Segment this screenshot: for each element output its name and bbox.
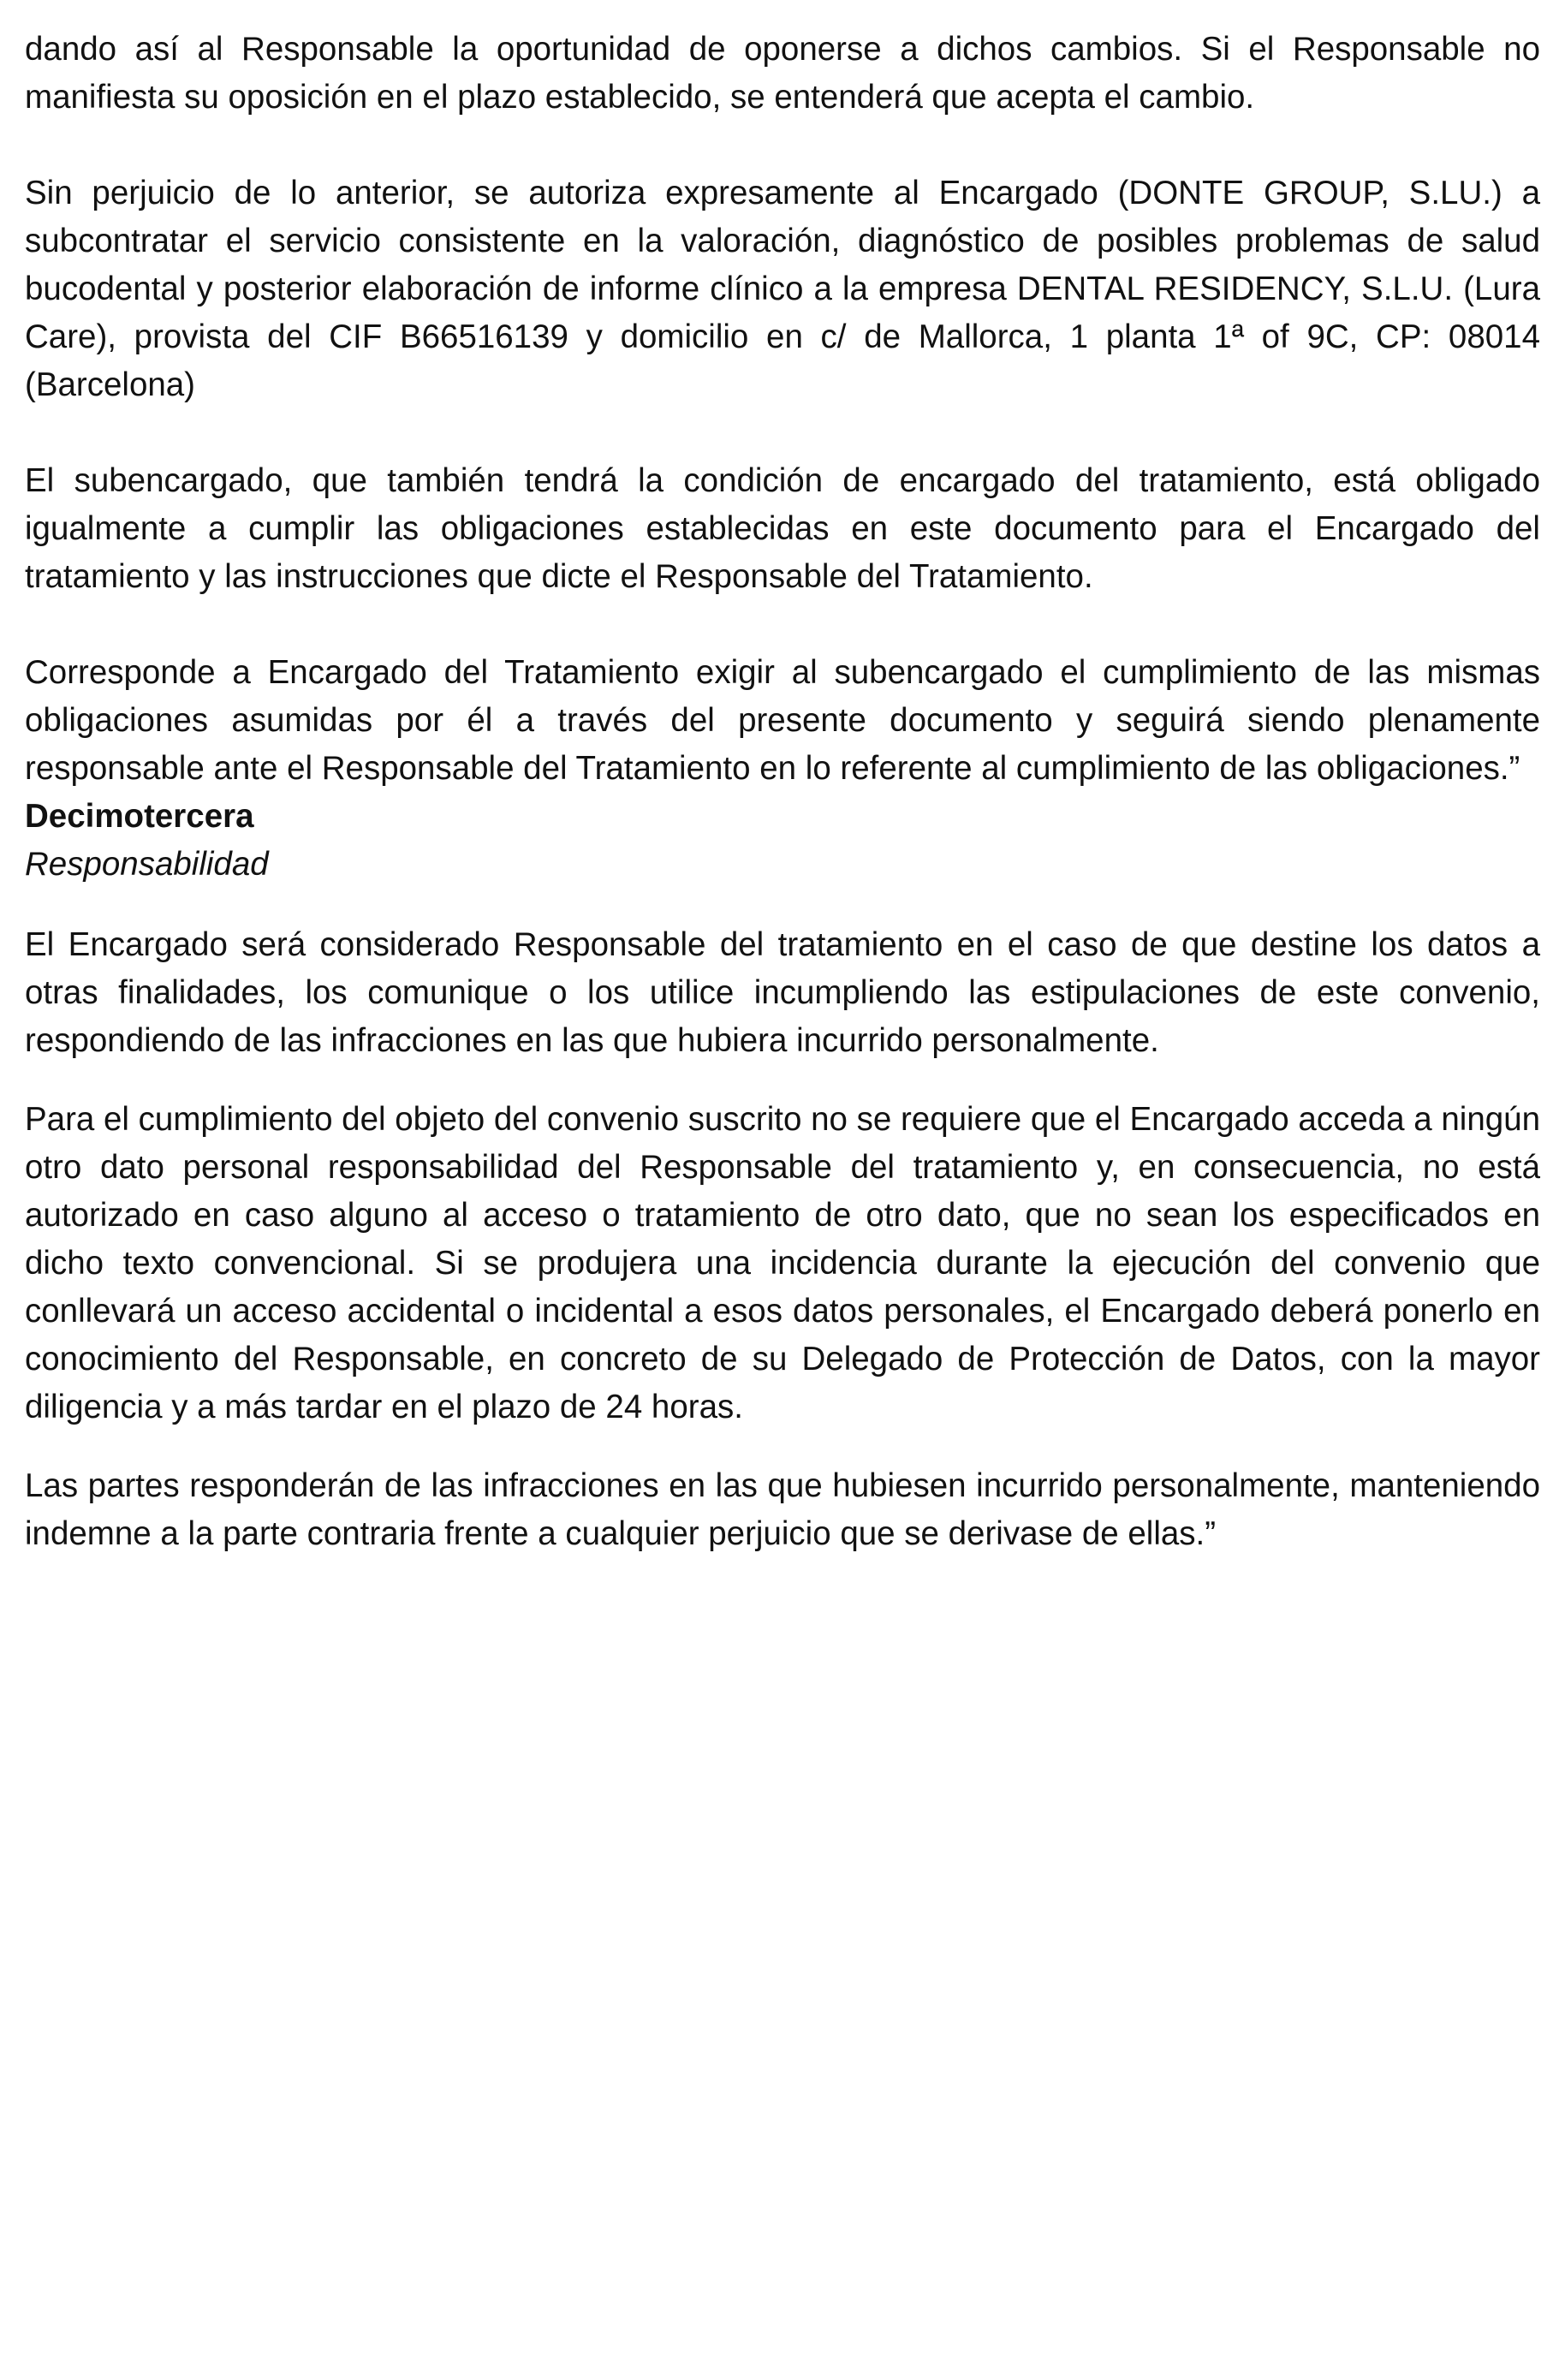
paragraph-subprocessor-obligations: El subencargado, que también tendrá la condición de encargado del tratamiento, está obligado igualmente a cumplir las obligaciones establecidas en este documento para el Encargado del tratamiento y las instrucciones que dicte el Responsable del Tratamiento. [25,462,1540,595]
document-body [25,26,1540,1558]
section-heading: Decimotercera [25,798,254,835]
paragraph-responsibility-1: El Encargado será considerado Responsable del tratamiento en el caso de que destine los datos a otras finalidades, los comunique o los utilice incumpliendo las estipulaciones de este convenio, respondiendo de las infracciones en las que hubiera incurrido personalmente. [25,926,1540,1059]
paragraph-responsibility-2: Para el cumplimiento del objeto del convenio suscrito no se requiere que el Encargado acceda a ningún otro dato personal responsabilidad del Responsable del tratamiento y, en consecuencia, no está autorizado en caso alguno al acceso o tratamiento de otro dato, que no sean los especificados en dicho texto convencional. Si se produjera una incidencia durante la ejecución del convenio que conllevará un acceso accidental o incidental a esos datos personales, el Encargado deberá ponerlo en conocimiento del Responsable, en concreto de su Delegado de Protección de Datos, con la mayor diligencia y a más tardar en el plazo de 24 horas. [25,1101,1540,1425]
paragraph-responsibility-3: Las partes responderán de las infracciones en las que hubiesen incurrido personalmente, manteniendo indemne a la parte contraria frente a cualquier perjuicio que se derivase de ellas.” [25,1467,1540,1552]
paragraph-subcontracting-authorization: Sin perjuicio de lo anterior, se autoriza expresamente al Encargado (DONTE GROUP, S.LU.) a subcontratar el servicio consistente en la valoración, diagnóstico de posibles problemas de salud bucodental y posterior elaboración de informe clínico a la empresa DENTAL RESIDENCY, S.L.U. (Lura Care), provista del CIF B66516139 y domicilio en c/ de Mallorca, 1 planta 1ª of 9C, CP: 08014 (Barcelona) [25,175,1540,403]
paragraph-intro-1: dando así al Responsable la oportunidad de oponerse a dichos cambios. Si el Responsable no manifiesta su oposición en el plazo establecido, se entenderá que acepta el cambio. [25,31,1540,116]
section-subheading: Responsabilidad [25,846,269,883]
paragraph-processor-liability: Corresponde a Encargado del Tratamiento exigir al subencargado el cumplimiento de las mismas obligaciones asumidas por él a través del presente documento y seguirá siendo plenamente responsable ante el Responsable del Tratamiento en lo referente al cumplimiento de las obligaciones.” [25,654,1540,787]
